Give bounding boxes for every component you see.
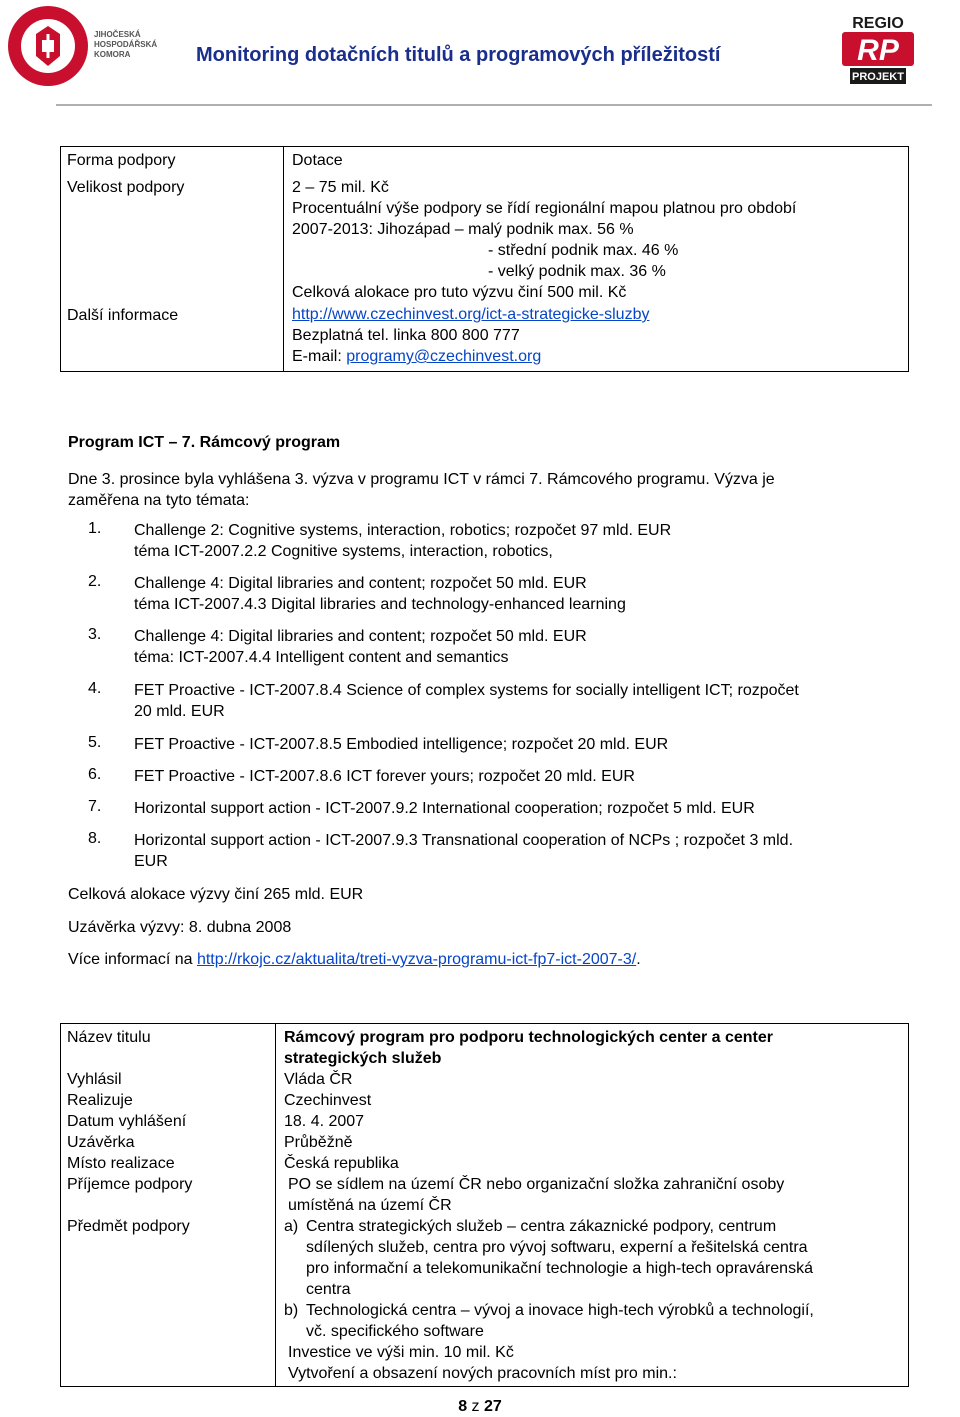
topic-number: 8.: [88, 830, 102, 847]
row-value: 18. 4. 2007: [284, 1113, 365, 1130]
chamber-logo: [6, 4, 90, 88]
regio-projekt-logo: [838, 12, 918, 86]
row-value: Česká republika: [284, 1155, 399, 1172]
label-cell: [61, 1024, 276, 1387]
info-table-1: [60, 146, 909, 372]
program-intro-line-2: zaměřena na tyto témata:: [68, 492, 250, 509]
row-value: PO se sídlem na území ČR nebo organizační složka zahraniční osoby umístěná na území ČR: [288, 1176, 785, 1214]
row-label: Název titulu: [67, 1029, 151, 1046]
program-heading: Program ICT – 7. Rámcový program: [68, 434, 341, 451]
row-label: Vyhlásil: [67, 1071, 122, 1088]
topic-line: Challenge 4: Digital libraries and content; rozpočet 50 mld. EUR: [134, 575, 587, 592]
predmet-value: a) Centra strategických služeb – centra zákaznické podpory, centrum sdílených služeb, centra pro vývoj softwaru, experní a řešitelská centra pro informační a telekomunikační technologie a high-tech opravárenská centra b) Technologická centra – vývoj a inovace high-tech výrobků a technologií, vč. specifického software Investice ve výši min. 10 mil. Kč Vytvoření a obsazení nových pracovních míst pro min.:: [284, 1218, 814, 1382]
svg-text:PROJEKT: PROJEKT: [852, 71, 904, 83]
row-value: Czechinvest: [284, 1092, 372, 1109]
topic-line: téma ICT-2007.2.2 Cognitive systems, interaction, robotics,: [134, 543, 553, 560]
more-info: Více informací na http://rkojc.cz/aktualita/treti-vyzva-programu-ict-fp7-ict-2007-3/.: [68, 951, 641, 968]
topic-line: Horizontal support action - ICT-2007.9.3 Transnational cooperation of NCPs ; rozpočet 3 mld.: [134, 832, 794, 849]
topic-line: 20 mld. EUR: [134, 703, 225, 720]
topic-number: 5.: [88, 734, 102, 751]
header-divider: [56, 104, 932, 106]
topic-line: Horizontal support action - ICT-2007.9.2 International cooperation; rozpočet 5 mld. EUR: [134, 800, 755, 817]
call-deadline: Uzávěrka výzvy: 8. dubna 2008: [68, 919, 292, 936]
total-allocation: Celková alokace výzvy činí 265 mld. EUR: [68, 886, 364, 903]
value-cell: [276, 1024, 909, 1387]
topic-line: Challenge 4: Digital libraries and content; rozpočet 50 mld. EUR: [134, 628, 587, 645]
info-table-2: [60, 1023, 909, 1387]
row-label: Realizuje: [67, 1092, 133, 1109]
row-value: Průběžně: [284, 1134, 353, 1151]
topic-line: FET Proactive - ICT-2007.8.4 Science of complex systems for socially intelligent ICT; rozpočet: [134, 682, 799, 699]
rkojc-link[interactable]: http://rkojc.cz/aktualita/treti-vyzva-programu-ict-fp7-ict-2007-3/: [196, 951, 637, 968]
topic-line: Challenge 2: Cognitive systems, interaction, robotics; rozpočet 97 mld. EUR: [134, 522, 672, 539]
topic-number: 7.: [88, 798, 102, 815]
svg-text:RP: RP: [857, 34, 899, 67]
row-label: Předmět podpory: [67, 1218, 190, 1235]
program-intro-line-1: Dne 3. prosince byla vyhlášena 3. výzva v programu ICT v rámci 7. Rámcového programu. Výzva je: [68, 471, 775, 488]
row-value: Vláda ČR: [284, 1071, 353, 1088]
row-label: Datum vyhlášení: [67, 1113, 187, 1130]
value-cell: Dotace 2 – 75 mil. Kč Procentuální výše podpory se řídí regionální mapou platnou pro období 2007-2013: Jihozápad – malý podnik max. 56 % - střední podnik max. 46 % - velký podnik max. 36 % Celková alokace pro tuto výzvu činí 500 mil. Kč http://www.czechinvest.org/ict-a-strategicke-sluzby Bezplatná tel. linka 800 800 777 E-mail: programy@czechinvest.org: [284, 147, 909, 372]
topic-line: téma: ICT-2007.4.4 Intelligent content and semantics: [134, 649, 509, 666]
topic-number: 1.: [88, 520, 102, 537]
chamber-logo-text: JIHOČESKÁ HOSPODÁŘSKÁ KOMORA: [94, 30, 158, 59]
row-label: Místo realizace: [67, 1155, 175, 1172]
topic-line: FET Proactive - ICT-2007.8.6 ICT forever yours; rozpočet 20 mld. EUR: [134, 768, 635, 785]
topic-number: 4.: [88, 680, 102, 697]
topic-line: EUR: [134, 853, 168, 870]
row-label: Příjemce podpory: [67, 1176, 193, 1193]
page-number: 8 z 27: [458, 1398, 502, 1415]
topic-number: 2.: [88, 573, 102, 590]
svg-text:REGIO: REGIO: [852, 15, 904, 32]
label-cell: Forma podpory Velikost podpory Další informace: [61, 147, 284, 372]
topic-line: téma ICT-2007.4.3 Digital libraries and technology-enhanced learning: [134, 596, 626, 613]
email-link[interactable]: programy@czechinvest.org: [346, 348, 542, 365]
page-title: Monitoring dotačních titulů a programových příležitostí: [196, 44, 721, 66]
topic-number: 3.: [88, 626, 102, 643]
czechinvest-link[interactable]: http://www.czechinvest.org/ict-a-strategicke-sluzby: [292, 306, 650, 323]
topic-line: FET Proactive - ICT-2007.8.5 Embodied intelligence; rozpočet 20 mld. EUR: [134, 736, 669, 753]
row-value: Rámcový program pro podporu technologických center a center strategických služeb: [284, 1029, 773, 1067]
row-label: Uzávěrka: [67, 1134, 135, 1151]
topic-number: 6.: [88, 766, 102, 783]
page-header: [0, 0, 960, 106]
